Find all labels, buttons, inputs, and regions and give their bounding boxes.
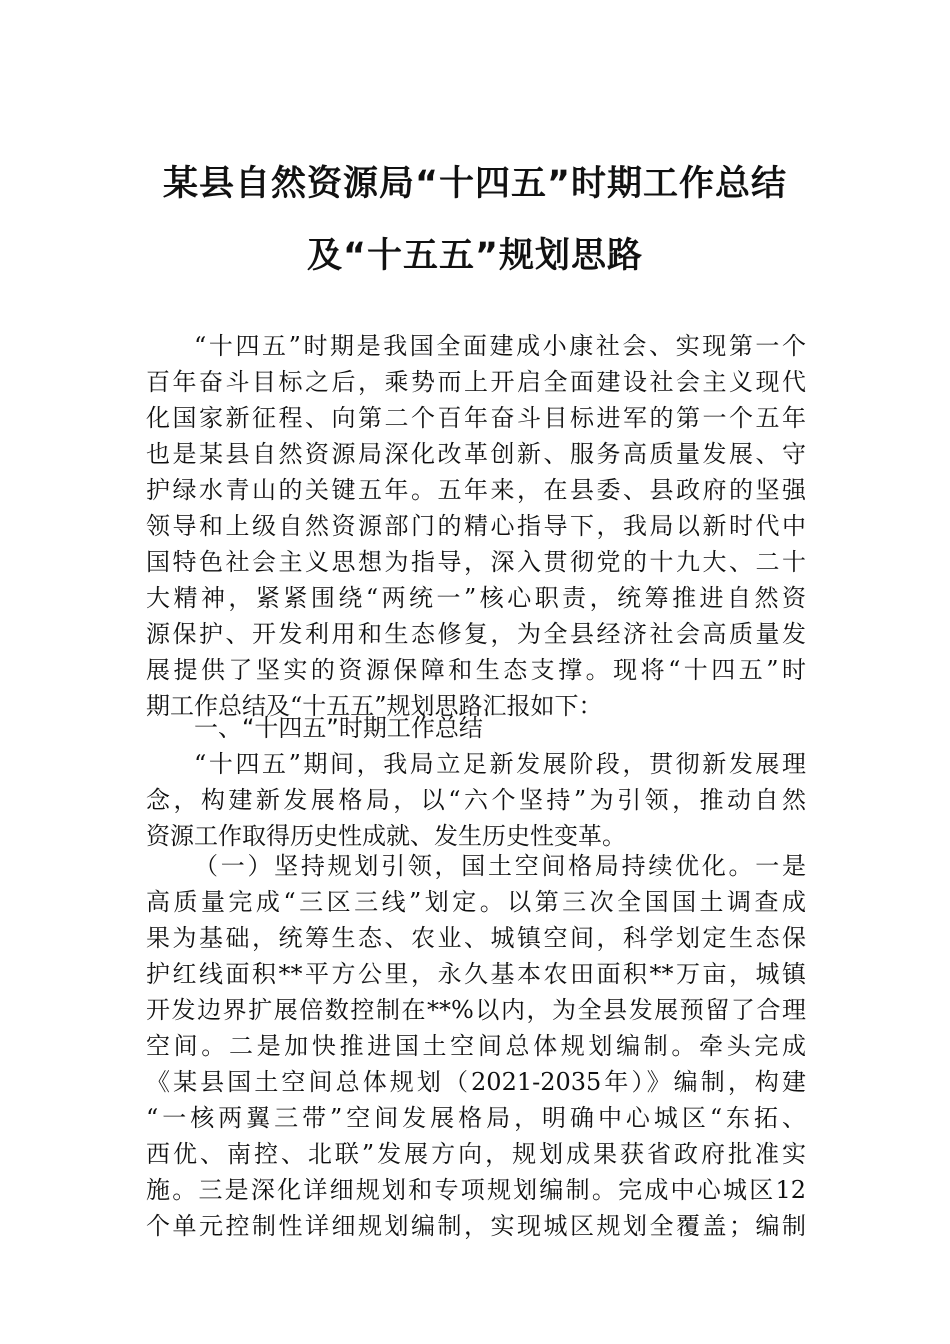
paragraph-line: 大精神，紧紧围绕“两统一”核心职责，统筹推进自然资 [146, 584, 806, 612]
paragraph-line: 护绿水青山的关键五年。五年来，在县委、县政府的坚强 [146, 476, 806, 504]
paragraph-line: 百年奋斗目标之后，乘势而上开启全面建设社会主义现代 [146, 368, 806, 396]
document-title-line-1: 某县自然资源局“十四五”时期工作总结 [162, 164, 787, 204]
paragraph-text: 一是 [755, 852, 807, 880]
paragraph-line: 也是某县自然资源局深化改革创新、服务高质量发展、守 [146, 440, 806, 468]
paragraph-line: 《某县国土空间总体规划（2021-2035年）》编制，构建 [146, 1068, 806, 1096]
paragraph-line: 国特色社会主义思想为指导，深入贯彻党的十九大、二十 [146, 548, 806, 576]
paragraph-line: 西优、南控、北联”发展方向，规划成果获省政府批准实 [146, 1140, 806, 1168]
paragraph-line: 源保护、开发利用和生态修复，为全县经济社会高质量发 [146, 620, 806, 648]
paragraph-line: 化国家新征程、向第二个百年奋斗目标进军的第一个五年 [146, 404, 806, 432]
paragraph-line: 展提供了坚实的资源保障和生态支撑。现将“十四五”时 [146, 656, 806, 684]
paragraph-line: 果为基础，统筹生态、农业、城镇空间，科学划定生态保 [146, 924, 806, 952]
document-title-line-2: 及“十五五”规划思路 [306, 236, 643, 276]
paragraph-line: 护红线面积**平方公里，永久基本农田面积**万亩，城镇 [146, 960, 806, 988]
paragraph-line: 施。三是深化详细规划和专项规划编制。完成中心城区12 [146, 1176, 806, 1204]
paragraph-line: 期工作总结及“十五五”规划思路汇报如下： [146, 692, 603, 720]
paragraph-line: 空间。二是加快推进国土空间总体规划编制。牵头完成 [146, 1032, 806, 1060]
paragraph-line: 个单元控制性详细规划编制，实现城区规划全覆盖；编制 [146, 1212, 806, 1240]
subsection-heading: （一）坚持规划引领，国土空间格局持续优化。 [194, 852, 756, 880]
paragraph-line: “十四五”时期是我国全面建成小康社会、实现第一个 [194, 332, 806, 360]
paragraph-line: “十四五”期间，我局立足新发展阶段，贯彻新发展理 [194, 750, 806, 778]
section-heading: 一、“十四五”时期工作总结 [194, 714, 483, 742]
paragraph-line: 资源工作取得历史性成就、发生历史性变革。 [146, 822, 626, 850]
paragraph-line: 领导和上级自然资源部门的精心指导下，我局以新时代中 [146, 512, 806, 540]
paragraph-line: 高质量完成“三区三线”划定。以第三次全国国土调查成 [146, 888, 806, 916]
paragraph-line [194, 850, 806, 882]
paragraph-line: 念，构建新发展格局，以“六个坚持”为引领，推动自然 [146, 786, 806, 814]
paragraph-line: 开发边界扩展倍数控制在**%以内，为全县发展预留了合理 [146, 996, 806, 1024]
paragraph-line: “一核两翼三带”空间发展格局，明确中心城区“东拓、 [146, 1104, 806, 1132]
